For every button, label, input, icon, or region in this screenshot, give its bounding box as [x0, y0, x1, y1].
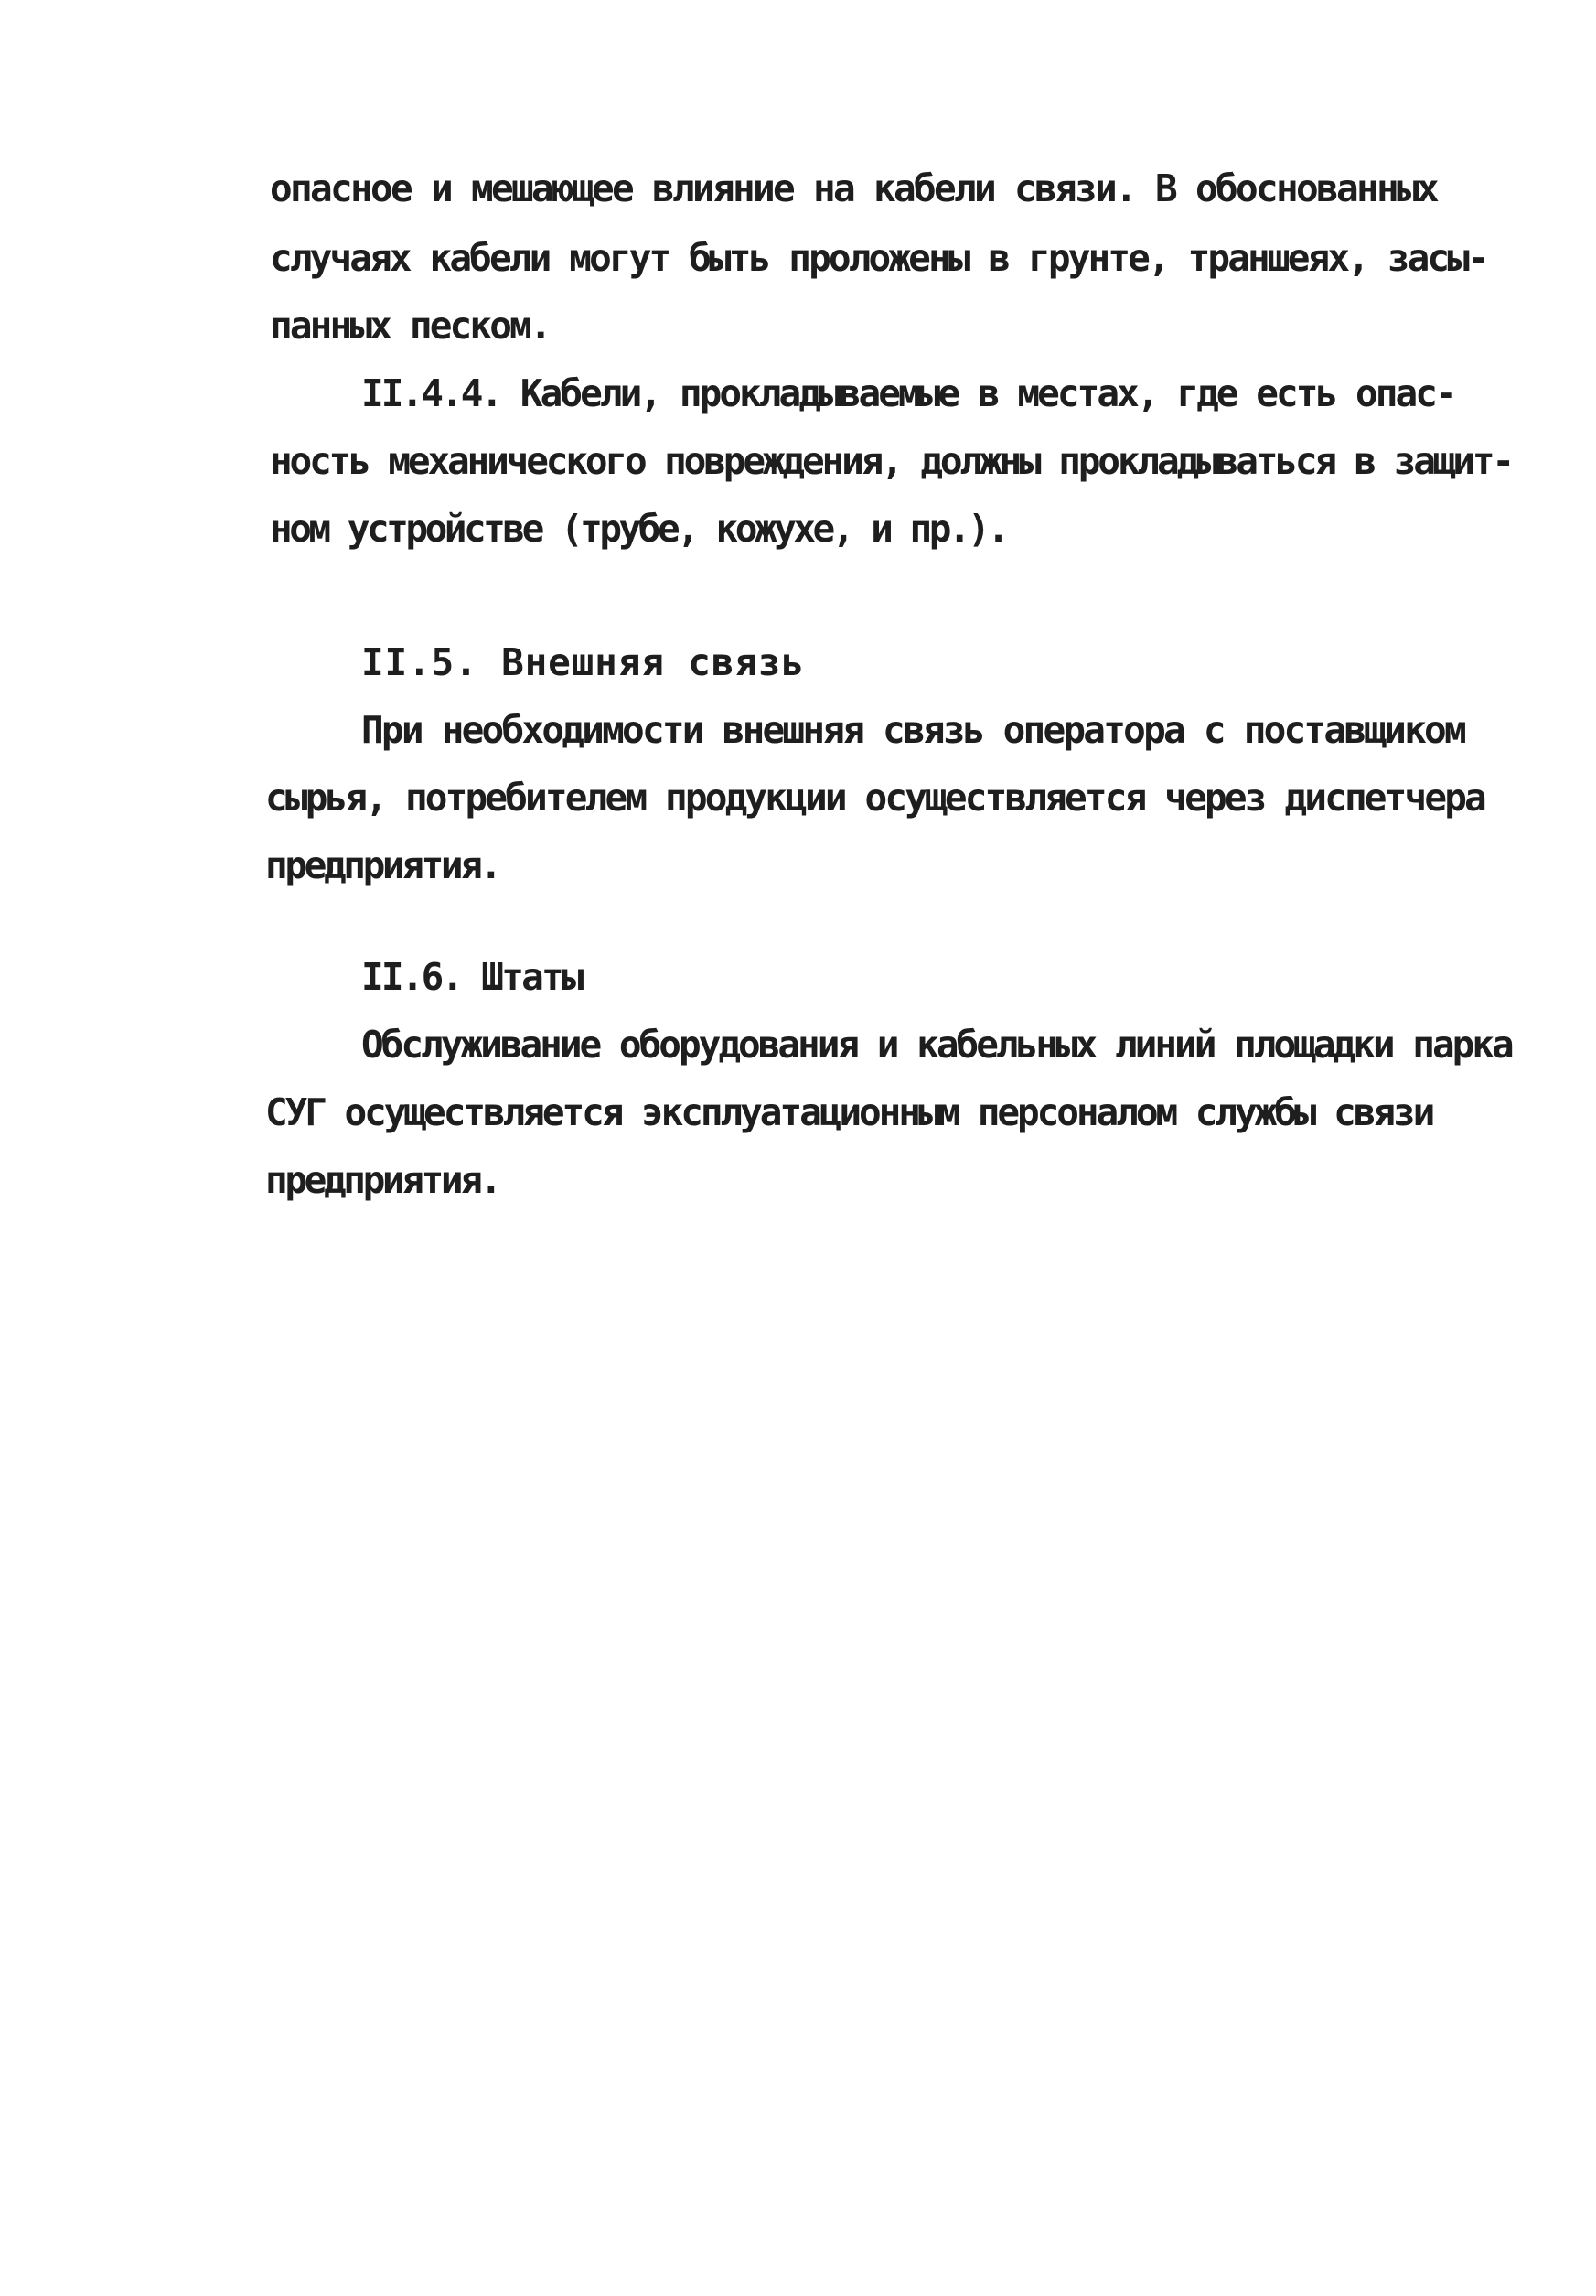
section-line: СУГ осуществляется эксплуатационным персоналом службы связи	[265, 1090, 1433, 1134]
section-line: При необходимости внешняя связь оператора с поставщиком	[361, 708, 1464, 752]
section-line: предприятия.	[265, 1158, 499, 1202]
paragraph-line: случаях кабели могут быть проложены в грунте, траншеях, засы-	[270, 236, 1487, 280]
clause-line: II.4.4. Кабели, прокладываемые в местах, где есть опас-	[361, 371, 1455, 415]
section-heading: II.5. Внешняя связь	[361, 640, 805, 684]
paragraph-line: опасное и мешающее влияние на кабели связи. В обоснованных	[270, 166, 1437, 210]
section-line: сырья, потребителем продукции осуществляется через диспетчера	[265, 776, 1484, 820]
section-line: предприятия.	[265, 843, 499, 887]
section-heading: II.6. Штаты	[361, 955, 582, 999]
clause-line: ность механического повреждения, должны прокладываться в защит-	[270, 439, 1512, 483]
paragraph-line: панных песком.	[270, 304, 550, 348]
clause-line: ном устройстве (трубе, кожухе, и пр.).	[270, 507, 1007, 551]
section-line: Обслуживание оборудования и кабельных линий площадки парка	[361, 1023, 1512, 1067]
